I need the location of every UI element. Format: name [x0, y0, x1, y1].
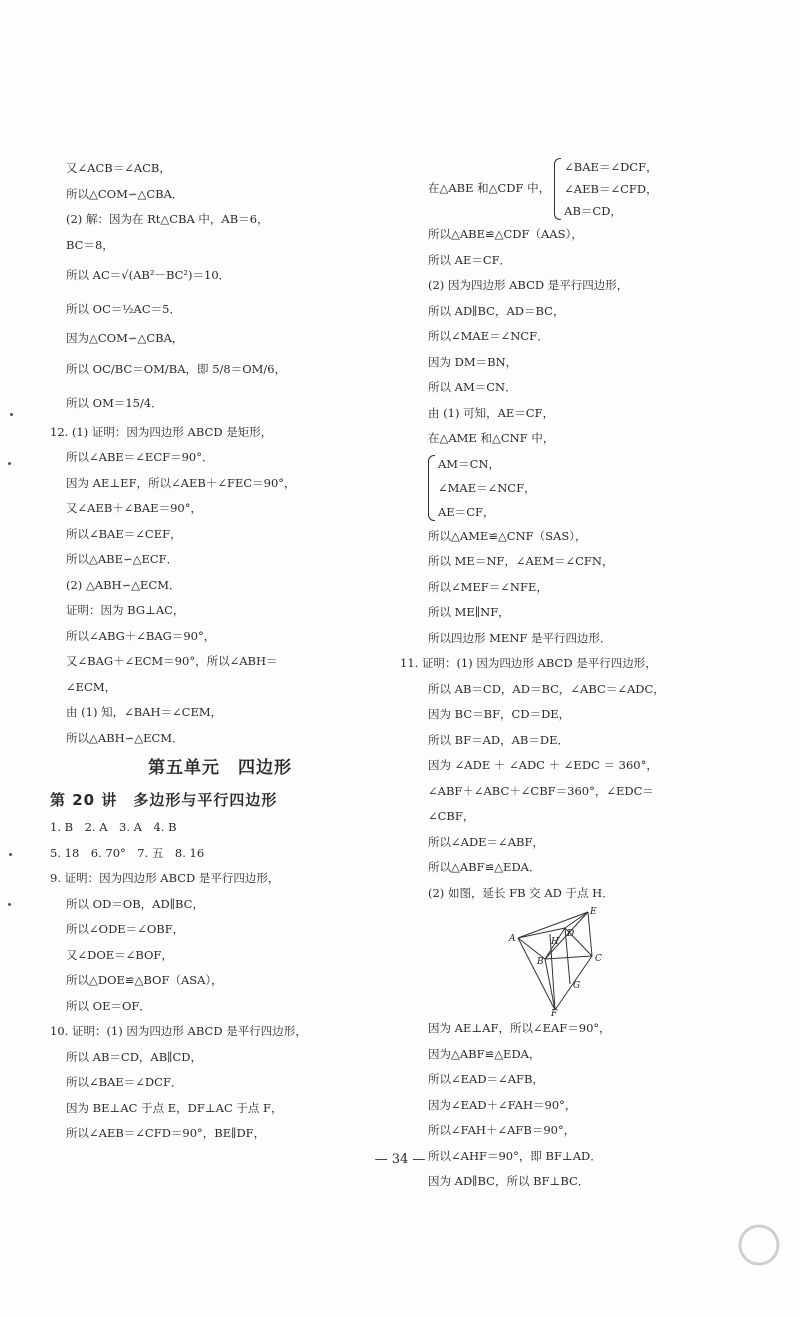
text-line: 证明：因为 BG⊥AC，: [66, 603, 185, 617]
text-line: 所以△ABE≌△CDF（AAS），: [428, 227, 583, 241]
text-line: 所以 OC/BC＝OM/BA，即 5/8＝OM/6，: [66, 361, 287, 376]
text-line: 又∠AEB＋∠BAE＝90°，: [66, 501, 202, 515]
condition-line: ∠AEB＝∠CFD，: [564, 182, 658, 196]
text-line: 因为 DM＝BN，: [428, 354, 518, 369]
margin-dot: [9, 853, 12, 856]
text-line: 因为 AE⊥AF，所以∠EAF＝90°，: [428, 1021, 611, 1035]
text-line: 在△AME 和△CNF 中，: [428, 431, 555, 445]
label-A: A: [509, 934, 516, 944]
watermark-mark: [618, 1222, 788, 1268]
problem-11-heading: 11. 证明：(1) 因为四边形 ABCD 是平行四边形，: [400, 656, 657, 670]
segment-AF: [518, 938, 555, 1010]
problem-12-heading: 12. (1) 证明：因为四边形 ABCD 是矩形，: [50, 424, 273, 439]
segment-AE: [518, 912, 588, 938]
unit-title: 第五单元 四边形: [148, 758, 292, 778]
left-brace: [554, 158, 561, 220]
label-F: F: [551, 1009, 558, 1016]
parallelogram-diagram: [508, 906, 618, 1016]
label-C: C: [595, 954, 602, 964]
text-line: 因为 AD∥BC，所以 BF⊥BC．: [428, 1174, 590, 1188]
left-brace: [428, 455, 435, 521]
text-line: 所以△AME≌△CNF（SAS），: [428, 528, 587, 543]
text-line: 又∠DOE＝∠BOF，: [66, 947, 173, 962]
answer-line: 1. B 2. A 3. A 4. B: [50, 820, 177, 834]
text-line: 由 (1) 知，∠BAH＝∠CEM，: [66, 705, 223, 719]
answer-line: 5. 18 6. 70° 7. 五 8. 16: [50, 845, 205, 860]
label-E: E: [590, 907, 597, 917]
segment-AB: [518, 938, 545, 959]
text-line: 所以△ABF≌△EDA．: [428, 860, 541, 874]
congruence-conditions-2: [428, 452, 763, 524]
text-line: 所以∠MEF＝∠NFE，: [428, 579, 548, 594]
congruence-conditions-1: [428, 156, 763, 222]
text-line: 所以△ABH∽△ECM．: [66, 730, 184, 745]
problem-9-heading: 9. 证明：因为四边形 ABCD 是平行四边形，: [50, 871, 280, 885]
watermark-logo: [618, 1222, 788, 1307]
text-line: 所以∠ABE＝∠ECF＝90°．: [66, 450, 214, 464]
condition-line: AM＝CN，: [438, 456, 500, 471]
segment-EC: [588, 912, 592, 956]
text-line: (2) 因为四边形 ABCD 是平行四边形，: [428, 278, 629, 292]
text-line: (2) 解：因为在 Rt△CBA 中，AB＝6，: [66, 212, 269, 226]
text-line: 所以四边形 MENF 是平行四边形．: [428, 630, 612, 645]
text-line: 在△ABE 和△CDF 中，: [428, 181, 551, 196]
condition-line: ∠BAE＝∠DCF，: [564, 160, 658, 174]
margin-dot: [10, 413, 13, 416]
geometry-figure: [418, 906, 763, 1016]
text-line: 所以 AD∥BC，AD＝BC，: [428, 303, 565, 318]
text-line: 所以 OM＝15/4．: [66, 395, 163, 410]
text-line: 所以 BF＝AD，AB＝DE．: [428, 732, 569, 747]
text-line: 所以△DOE≌△BOF（ASA），: [66, 973, 223, 987]
text-line: 所以 AB＝CD，AD＝BC，∠ABC＝∠ADC，: [428, 681, 665, 696]
label-D: D: [567, 929, 575, 939]
text-line: ∠ECM，: [66, 679, 117, 694]
text-line: ∠ABF＋∠ABC＋∠CBF＝360°，∠EDC＝: [428, 783, 654, 798]
brace-group: [554, 156, 657, 222]
text-line: 所以∠ABG＋∠BAG＝90°，: [66, 628, 216, 643]
text-line: 所以∠EAD＝∠AFB，: [428, 1072, 544, 1086]
text-line: 因为 BE⊥AC 于点 E，DF⊥AC 于点 F，: [66, 1100, 283, 1115]
text-line: 所以 AC＝√(AB²－BC²)＝10．: [66, 268, 231, 282]
text-line: 所以 OD＝OB，AD∥BC，: [66, 896, 204, 911]
text-line: 因为△ABF≌△EDA，: [428, 1046, 541, 1061]
text-line: 所以∠ODE＝∠OBF，: [66, 922, 185, 936]
text-line: 所以 OE＝OF．: [66, 998, 151, 1013]
text-line: (2) 如图，延长 FB 交 AD 于点 H．: [428, 885, 614, 900]
segment-DE: [565, 912, 588, 928]
watermark-top: [618, 1222, 788, 1278]
left-column: [50, 156, 390, 1147]
lecture-title: 第 20 讲 多边形与平行四边形: [50, 791, 278, 809]
text-line: 所以∠ADE＝∠ABF，: [428, 834, 544, 849]
condition-line: AB＝CD，: [564, 204, 622, 218]
text-line: 所以 AE＝CF．: [428, 252, 512, 267]
condition-line: ∠MAE＝∠NCF，: [438, 480, 536, 495]
text-line: 所以 AB＝CD，AB∥CD，: [66, 1049, 203, 1064]
label-B: B: [537, 957, 544, 967]
text-line: BC＝8，: [66, 237, 114, 252]
text-line: 所以 OC＝½AC＝5．: [66, 302, 181, 316]
text-line: 因为 AE⊥EF，所以∠AEB＋∠FEC＝90°，: [66, 475, 296, 490]
text-line: 所以 AM＝CN．: [428, 380, 517, 394]
text-line: 所以∠AEB＝∠CFD＝90°，BE∥DF，: [66, 1126, 266, 1140]
margin-dot: [8, 903, 11, 906]
label-G: G: [573, 981, 581, 991]
text-line: 由 (1) 可知，AE＝CF，: [428, 405, 555, 420]
text-line: 所以∠BAE＝∠CEF，: [66, 526, 182, 541]
text-line: 所以∠AHF＝90°，即 BF⊥AD．: [428, 1148, 602, 1163]
text-line: 所以△ABE∽△ECF．: [66, 552, 179, 566]
text-line: 所以 ME＝NF，∠AEM＝∠CFN，: [428, 554, 614, 568]
problem-10-heading: 10. 证明：(1) 因为四边形 ABCD 是平行四边形，: [50, 1024, 307, 1038]
text-line: 所以∠MAE＝∠NCF．: [428, 329, 549, 343]
label-H: H: [551, 937, 559, 947]
text-line: (2) △ABH∽△ECM．: [66, 577, 181, 592]
text-line: 所以∠FAH＋∠AFB＝90°，: [428, 1123, 576, 1137]
text-line: 又∠BAG＋∠ECM＝90°，所以∠ABH＝: [66, 654, 278, 668]
margin-dot: [8, 462, 11, 465]
text-line: 因为 BC＝BF，CD＝DE，: [428, 707, 571, 721]
text-line: 所以 ME∥NF，: [428, 605, 510, 619]
text-line: 因为△COM∽△CBA，: [66, 331, 184, 345]
text-line: 又∠ACB＝∠ACB，: [66, 161, 171, 175]
text-line: ∠CBF，: [428, 809, 475, 823]
condition-line: AE＝CF，: [438, 504, 495, 519]
text-line: 因为 ∠ADE ＋ ∠ADC ＋ ∠EDC ＝ 360°，: [428, 758, 658, 772]
text-line: 因为∠EAD＋∠FAH＝90°，: [428, 1097, 577, 1112]
text-line: 所以∠BAE＝∠DCF．: [66, 1075, 183, 1089]
page-number: — 34 —: [374, 1152, 426, 1167]
text-line: 所以△COM∽△CBA．: [66, 186, 184, 201]
